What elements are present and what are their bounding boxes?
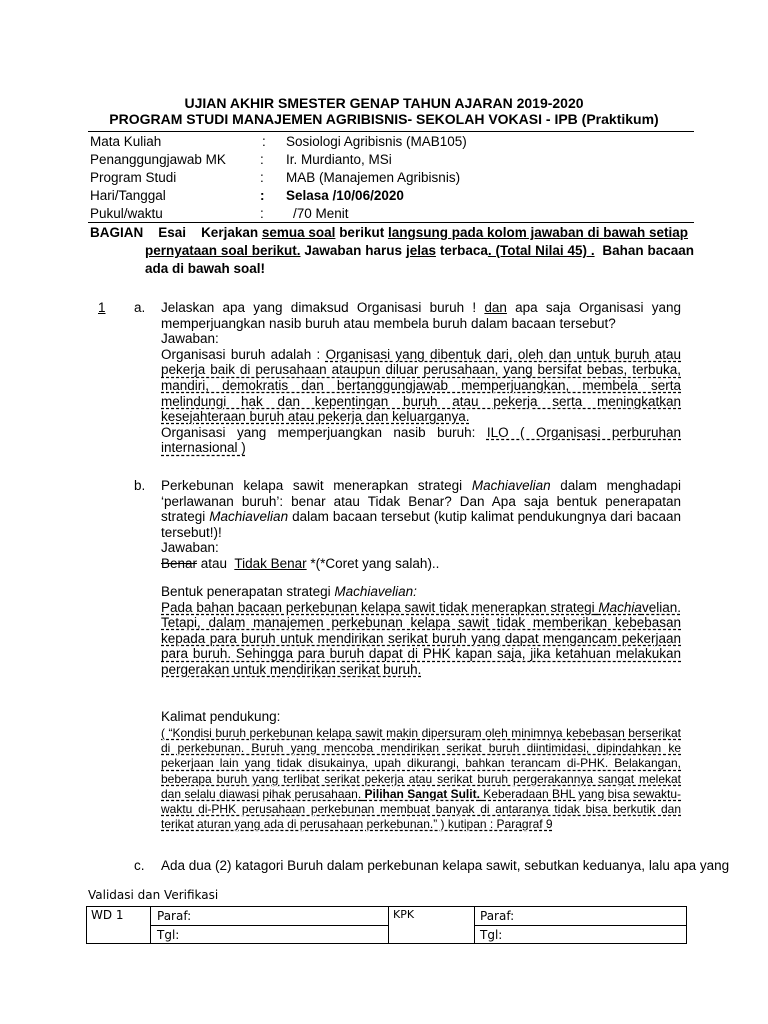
answer-1b-bentuk [161, 584, 681, 678]
table-line [150, 925, 388, 926]
q-text: Perkebunan kelapa sawit menerapkan strategi [161, 478, 463, 493]
label-hari: Hari/Tanggal [90, 188, 166, 203]
tgl-field: Tgl: [480, 928, 503, 942]
table-line [86, 906, 687, 907]
paraf-field: Paraf: [480, 909, 515, 923]
instr-text: Kerjakan [201, 225, 259, 240]
table-line [150, 906, 151, 944]
instr-text: Bahan bacaan ada di bawah soal! [145, 243, 694, 276]
subquestion-marker-b: b. [134, 478, 146, 493]
answer-prefix: Organisasi yang memperjuangkan nasib buruh: [161, 424, 476, 440]
instr-text: semua soal [261, 225, 336, 240]
exam-title-line1: UJIAN AKHIR SMESTER GENAP TAHUN AJARAN 2019-2020 [184, 95, 584, 111]
value-pj: Ir. Murdianto, MSi [286, 152, 392, 167]
answer-text: Organisasi yang dibentuk dari, oleh dan untuk buruh atau pekerja baik di perusahaan ataupun diluar perusahaan, yang bersifat bebas, terbuka, mandiri, demokratis dan bertanggungjawab memperjuangkan, membela serta melindungi hak dan kepentingan buruh atau pekerja serta meningkatkan kesejahteraan buruh atau pekerja dan keluarganya. [161, 346, 681, 425]
table-line [474, 925, 687, 926]
label-pj: Penanggungjawab MK [90, 152, 226, 167]
label-pukul: Pukul/waktu [90, 206, 163, 221]
instr-text: pernyataan soal berikut. [145, 243, 301, 258]
colon: : [260, 206, 264, 221]
value-prodi: MAB (Manajemen Agribisnis) [286, 170, 461, 185]
info-top-border [88, 131, 694, 132]
colon: : [260, 170, 264, 185]
kalimat-pendukung-label: Kalimat pendukung: [161, 709, 281, 724]
jawaban-label: Jawaban: [161, 331, 219, 347]
q-text: dan [484, 300, 507, 315]
table-line [86, 943, 687, 944]
table-line [388, 906, 389, 944]
label-prodi: Program Studi [90, 170, 177, 185]
answer-prefix: Organisasi buruh adalah : [161, 346, 321, 362]
answer-text: velian. Tetapi, dalam manajemen perkebunan kelapa sawit tidak memberikan kebebasan kepada para buruh untuk mendirikan serikat buruh yang dapat mengancam pekerjaan para buruh. Sehingga para buruh dapat di PHK kapan saja, jika ketahuan melakukan pergerakan untuk mendirikan serikat buruh. [161, 599, 681, 677]
instructions-cont [145, 242, 694, 278]
answer-benar: Benar [161, 555, 198, 571]
question-number: 1 [98, 300, 106, 315]
question-1b [161, 478, 681, 572]
instr-text: Jawaban harus [304, 243, 403, 258]
bagian-label: BAGIAN [90, 225, 144, 240]
value-pukul: /70 Menit [293, 206, 349, 221]
bentuk-label: Bentuk penerapatan strategi [161, 584, 331, 599]
table-line [686, 906, 687, 944]
q-text: dalam menghadapi ‘perlawanan buruh’: benar atau Tidak Benar? Dan Apa saja bentuk penerapatan strategi [161, 478, 681, 525]
bentuk-label: Machiavelian: [334, 584, 417, 599]
q-text: Machiavelian [471, 478, 551, 493]
kpk-label: KPK [393, 908, 415, 921]
instr-text: jelas [405, 243, 436, 258]
subquestion-marker-a: a. [134, 300, 146, 315]
instr-text: langsung pada kolom jawaban di bawah setiap [387, 225, 689, 240]
q-text: Jelaskan apa yang dimaksud Organisasi buruh ! [161, 300, 477, 315]
validasi-label: Validasi dan Verifikasi [88, 888, 219, 902]
answer-text: *(*Coret yang salah).. [306, 555, 440, 571]
colon: : [262, 134, 266, 149]
colon: : [260, 152, 264, 167]
value-course-code: (MAB105) [406, 134, 467, 149]
quote-text: Keberadaan BHL yang bisa sewaktu-waktu di-PHK perusahaan perkebunan membuat banyak di antaranya tidak bisa berkutik dan terikat aturan yang ada di perusahaan perkebunan.” ) kutipan : Paragraf 9 [161, 786, 682, 832]
answer-text: atau [197, 555, 235, 571]
question-1a [161, 300, 681, 456]
q-text: dalam bacaan tersebut (kutip kalimat pendukungnya dari bacaan tersebut!)! [161, 509, 681, 540]
value-mata-kuliah: Sosiologi Agribisnis [286, 134, 403, 149]
q-text: apa saja Organisasi yang memperjuangkan nasib buruh atau membela buruh dalam bacaan tersebut? [161, 300, 681, 331]
table-line [86, 906, 87, 944]
quote-text: ( “Kondisi buruh perkebunan kelapa sawit makin dipersuram oleh minimnya kebebasan berserikat di perkebunan. Buruh yang mencoba mendirikan serikat buruh diintimidasi, dipindahkan ke pekerjaan lain yang tidak disukainya, upah dikurangi, bahkan terancam di-PHK. Belakangan, beberapa buruh yang terlibat serikat pekerja atau serikat buruh pergerakannya sangat melekat dan selalu diawasi pihak perusahaan. [161, 726, 681, 801]
esai-label: Esai [158, 225, 187, 240]
q-text: Machiavelian [209, 509, 289, 525]
answer-text: Pada bahan bacaan perkebunan kelapa sawit tidak menerapkan strategi [161, 599, 595, 615]
paraf-field: Paraf: [157, 909, 192, 923]
label-mata-kuliah: Mata Kuliah [90, 134, 162, 149]
exam-title-line2: PROGRAM STUDI MANAJEMEN AGRIBISNIS- SEKOLAH VOKASI - IPB (Praktikum) [109, 111, 659, 127]
subquestion-marker-c: c. [134, 858, 145, 873]
kalimat-pendukung-quote [161, 726, 681, 832]
instr-text: terbaca [439, 243, 488, 258]
wd1-label: WD 1 [91, 908, 124, 922]
answer-tidak-benar: Tidak Benar [234, 555, 307, 571]
answer-text: ILO ( Organisasi perburuhan internasional ) [161, 424, 681, 456]
instructions [90, 224, 694, 242]
info-bottom-border [88, 222, 694, 223]
instr-text: berikut [339, 225, 385, 240]
tgl-field: Tgl: [157, 928, 180, 942]
jawaban-label: Jawaban: [161, 540, 219, 556]
instr-text: . (Total Nilai 45) . [487, 243, 595, 258]
table-line [474, 906, 475, 944]
question-1c: Ada dua (2) katagori Buruh dalam perkebunan kelapa sawit, sebutkan keduanya, lalu apa yang [161, 858, 730, 873]
quote-text: Pilihan Sangat Sulit. [364, 786, 480, 801]
colon: : [260, 188, 265, 203]
answer-text: Machia [598, 599, 642, 615]
value-hari: Selasa /10/06/2020 [286, 188, 404, 203]
